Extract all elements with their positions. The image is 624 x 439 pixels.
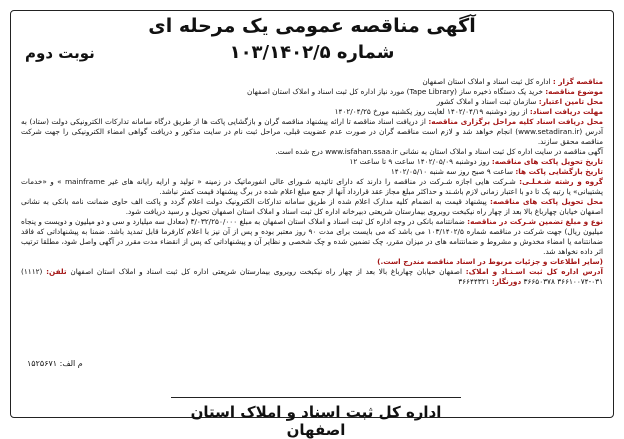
- section-text: روز دوشنبه ۱۴۰۲/۰۵/۰۹ ساعت ۹ تا ساعت ۱۲: [349, 157, 492, 166]
- section-text: آگهی مناقصه در سایت اداره کل ثبت اسناد و املاک استان به نشانی www.isfahan.ssaa.ir درج شده است.: [275, 147, 603, 156]
- section-label: مناقصه گزار :: [552, 77, 603, 86]
- round-badge: نوبت دوم: [25, 44, 95, 62]
- section-text: خرید یک دستگاه ذخیره ساز (Tape Library) مورد نیاز اداره کل ثبت اسناد و املاک استان اصفهان: [247, 87, 546, 96]
- section-label: مهلت دریافت اسناد:: [529, 107, 603, 116]
- section-opening-date: [21, 167, 603, 177]
- section-funding: [21, 97, 603, 107]
- section-label: تاریخ تحویل پاکت های مناقصه:: [491, 157, 603, 166]
- fax-text: ۳۶۶۴۴۳۲۱: [458, 277, 492, 286]
- notice-frame: [10, 10, 614, 439]
- section-subject: [21, 87, 603, 97]
- section-text: ضمانتنامه بانکی در وجه اداره کل ثبت اسناد و املاک استان اصفهان به مبلغ ۳/۰۳۲/۲۵۰/۰۰۰ (معادل سه میلیارد و سی و دو میلیون و دویست و پنجاه میلیون ریال) جهت شرکت در مناقصه شماره ۱۰۳/۱۴۰۲/۵ می باشد که می بایست برای مدت ۹۰ روز معتبر بوده و پس از آن نیز با اعلام کارفرما قابل تمدید باشد. ضمنا به پیشنهاداتی که فاقد ضمانتنامه یا امضاء مخدوش و مشروط و ضمانتنامه های در میزان مقرر، چک تضمین شده و چک شخصی و نظایر آن و پیشنهاداتی که پس از انقضاء مدت مقرر در آگهی واصل شود، مطلقا ترتیب اثر داده نخواهد شد.: [21, 217, 604, 256]
- section-label: محل دریافت اسناد کلیه مراحل برگزاری مناقصه:: [428, 117, 603, 126]
- section-text: اداره کل ثبت اسناد و املاک استان اصفهان: [422, 77, 553, 86]
- section-guarantee: [21, 217, 603, 257]
- section-label: گروه و رشته شـغـلـی:: [519, 177, 603, 186]
- section-text: از روز دوشنبه ۱۴۰۲/۰۴/۱۹ لغایت روز یکشنبه مورخ ۱۴۰۲/۰۴/۲۵: [334, 107, 530, 116]
- phone-label: تلفن:: [46, 267, 67, 276]
- section-text: اصفهان خیابان چهارباغ بالا بعد از چهار راه نیکبخت روبروی بیمارستان شریعتی اداره کل ثبت اسناد و املاک استان اصفهان: [66, 267, 466, 276]
- section-label: نوع و مبلغ تضمین شـرکت در مناقصه:: [467, 217, 603, 226]
- section-label: (سایر اطلاعات و جزئیات مربوط در اسناد مناقصه مندرج است.): [377, 257, 603, 266]
- signature-text: اداره کل ثبت اسناد و املاک استان اصفهان: [190, 403, 442, 439]
- section-delivery-date: [21, 157, 603, 167]
- section-tenderer: [21, 77, 603, 87]
- ad-number: م الف: ۱۵۲۵۶۷۱: [27, 359, 83, 368]
- section-text: سازمان ثبت اسناد و املاک کشور: [436, 97, 539, 106]
- section-label: آدرس اداره کل ثبت اسـنـاد و املاک:: [465, 267, 604, 276]
- fax-label: دورنگار:: [491, 277, 522, 286]
- section-label: محل تامین اعتبار:: [538, 97, 603, 106]
- section-more-info: [21, 257, 603, 267]
- notice-body: [21, 77, 603, 287]
- section-text: شـرکت هایی اجازه شـرکت در مناقصه را دارند که دارای تائیدیه شـورای عالی انفورماتیک در زمینه « تولید و ارایه رایانه های غیر mainframe » و «خدمات پشتیبانی» یا رتبه یک تا دو با اعتبار زمانی لازم باشـند و حداکثر مبلغ مجاز عقد قرارداد آنها از جمع مبلغ اعلام شده در برگ پیشنهاد قیمت کمتر نباشد.: [21, 177, 603, 196]
- notice-number: شماره ۱۰۳/۱۴۰۲/۵: [229, 42, 395, 63]
- section-text: ساعت ۹ صبح روز سه شنبه ۱۴۰۲/۰۵/۱۰: [390, 167, 516, 176]
- section-text: پیشنهاد قیمت به انضمام کلیه مدارک اعلام شده از طریق سامانه تدارکات الکترونیک دولت اعلام گردد و پاکت الف حاوی ضمانت نامه بانکی به نشانی اصفهان خیابان چهارباغ بالا بعد از چهار راه نیکبخت روبروی بیمارستان شریعتی دبیرخانه اداره کل ثبت اسناد و املاک استان اصفهان تحویل و رسید دریافت شود.: [21, 197, 603, 216]
- section-label: موضوع مناقصه:: [545, 87, 603, 96]
- section-deadline: [21, 107, 603, 117]
- section-text: از دریافت اسناد مناقصه تا ارائه پیشنهاد مناقصه گران و بازگشایی پاکت ها از طریق درگاه سامانه تدارکات الکترونیکی دولت (ستاد) به آدرس (www.setadiran.ir) انجام خواهد شد و لازم است مناقصه گران در صورت عدم عضویت قبلی، مراحل ثبت نام در سایت مذکور و دریافت گواهی امضاء الکترونیکی را جهت شرکت مناقصه محقق سازند.: [21, 117, 603, 146]
- phone-text: (۱۱۱۲) ۰۳۱-۳۶۶۱۰۰۷۴ ۳۶۶۵۰۳۷۸: [21, 267, 603, 286]
- section-label: محل تحویل پاکت های مناقصه:: [489, 197, 604, 206]
- section-website: [21, 147, 603, 157]
- notice-title: آگهی مناقصه عمومی یک مرحله ای: [148, 15, 476, 37]
- section-label: تاریخ بازگشایی پاکت ها:: [515, 167, 603, 176]
- signature-band: [171, 397, 461, 439]
- section-address: [21, 267, 603, 287]
- section-documents: [21, 117, 603, 147]
- section-eligibility: [21, 177, 603, 197]
- section-delivery-place: [21, 197, 603, 217]
- notice-header: [11, 11, 613, 77]
